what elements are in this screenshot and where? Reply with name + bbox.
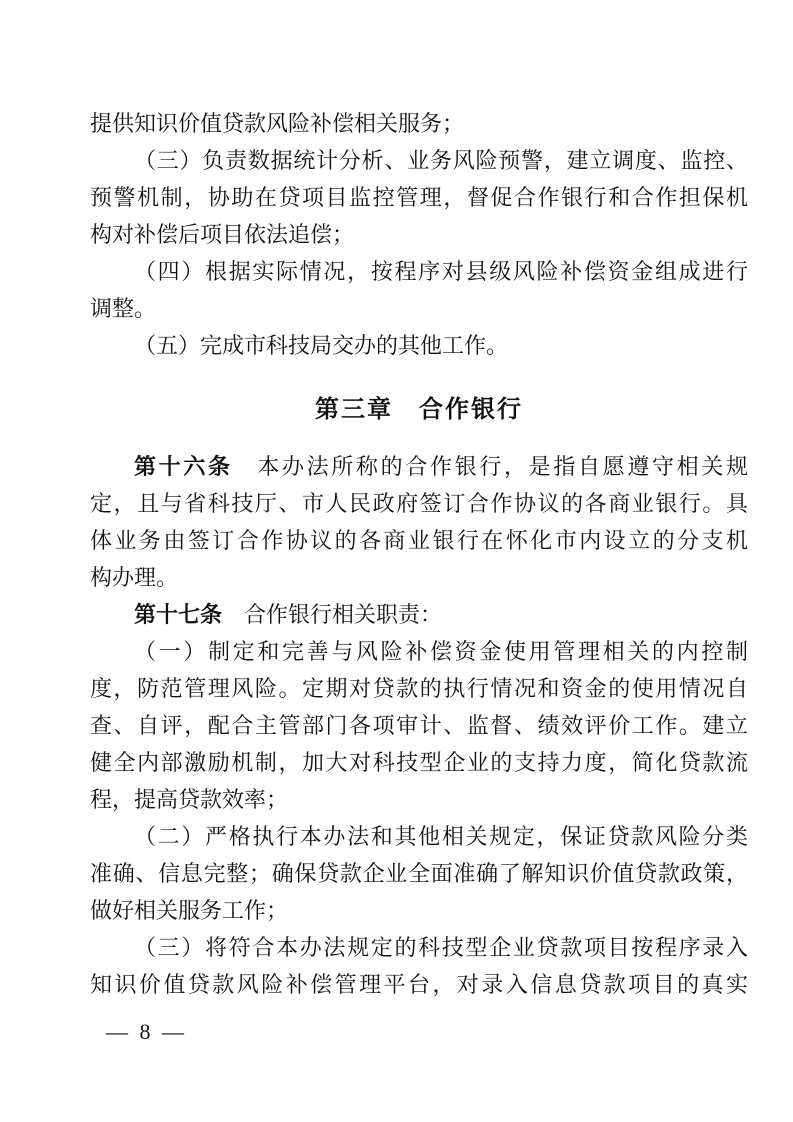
text-line: 健全内部激励机制，加大对科技型企业的支持力度，简化贷款流	[90, 750, 748, 775]
text-line: （三）负责数据统计分析、业务风险预警，建立调度、监控、	[134, 148, 748, 173]
text-line: （三）将符合本办法规定的科技型企业贷款项目按程序录入	[134, 935, 748, 960]
text-line: 构对补偿后项目依法追偿；	[90, 222, 355, 247]
line-text: 合作银行相关职责：	[222, 602, 443, 627]
text-line: （一）制定和完善与风险补偿资金使用管理相关的内控制	[134, 639, 748, 664]
text-line	[90, 448, 748, 485]
text-line: 准确、信息完整；确保贷款企业全面准确了解知识价值贷款政策，	[90, 861, 748, 886]
text-line: 知识价值贷款风险补偿管理平台，对录入信息贷款项目的真实	[90, 972, 748, 997]
text-line: 程，提高贷款效率；	[90, 787, 289, 812]
text-line: （四）根据实际情况，按程序对县级风险补偿资金组成进行	[134, 259, 748, 284]
text-line: 预警机制，协助在贷项目监控管理，督促合作银行和合作担保机	[90, 185, 748, 210]
text-line: 提供知识价值贷款风险补偿相关服务；	[90, 111, 465, 136]
text-line: （二）严格执行本办法和其他相关规定，保证贷款风险分类	[134, 824, 748, 849]
article-number: 第十七条	[134, 602, 223, 627]
text-line: 查、自评，配合主管部门各项审计、监督、绩效评价工作。建立	[90, 713, 748, 738]
text-line: 度，防范管理风险。定期对贷款的执行情况和资金的使用情况自	[90, 676, 748, 701]
text-line: 构办理。	[90, 565, 179, 590]
text-line: 做好相关服务工作；	[90, 898, 289, 923]
line-text: 本办法所称的合作银行，是指自愿遵守相关规	[232, 454, 748, 479]
text-line: 调整。	[90, 296, 157, 321]
document-body	[90, 105, 748, 1003]
text-line: 定，且与省科技厅、市人民政府签订合作协议的各商业银行。具	[90, 491, 748, 516]
article-number: 第十六条	[134, 454, 233, 479]
text-line: （五）完成市科技局交办的其他工作。	[134, 333, 509, 358]
page-number: — 8 —	[106, 1019, 187, 1044]
text-line: 体业务由签订合作协议的各商业银行在怀化市内设立的分支机	[90, 528, 748, 553]
page-footer	[106, 1019, 187, 1045]
text-line	[90, 596, 748, 633]
chapter-heading: 第三章 合作银行	[315, 396, 523, 423]
